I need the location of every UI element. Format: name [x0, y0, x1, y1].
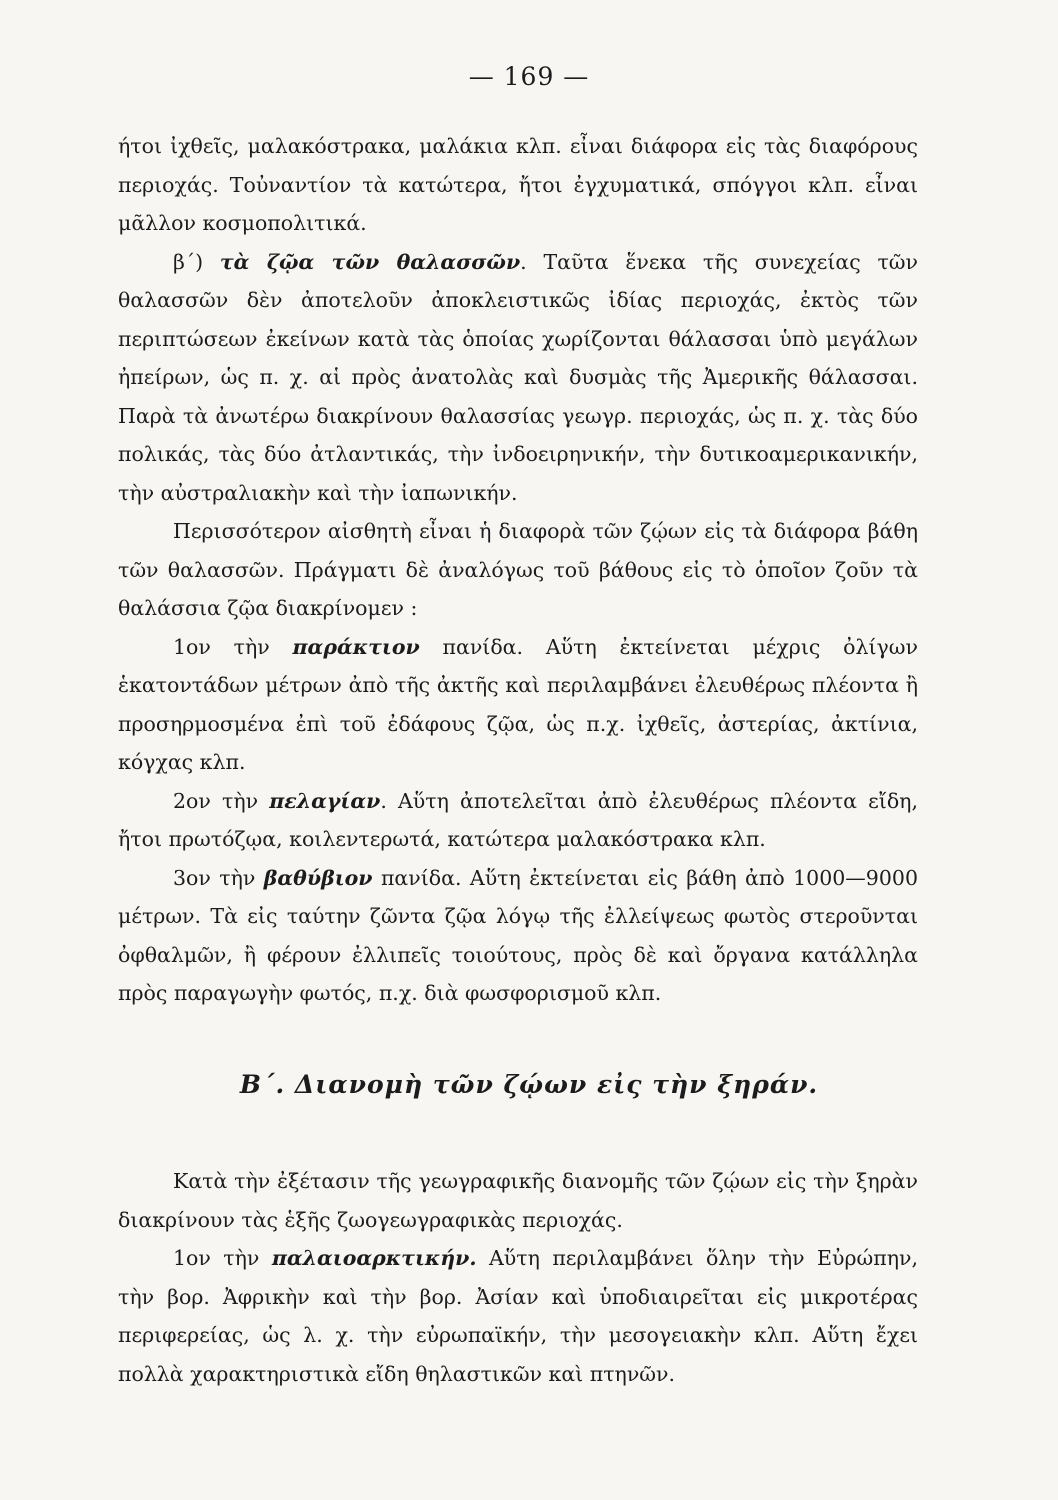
- fauna-term: παράκτιον: [292, 634, 420, 659]
- fauna-ordinal: 1ον τὴν: [173, 634, 270, 659]
- depth-intro-paragraph: Περισσότερον αἰσθητὴ εἶναι ἡ διαφορὰ τῶν ζῴων εἰς τὰ διάφορα βάθη τῶν θαλασσῶν. Πράγματι δὲ ἀναλόγως τοῦ βάθους εἰς τὸ ὁποῖον ζοῦν τὰ θαλάσσια ζῷα διακρίνομεν :: [118, 519, 918, 620]
- top-paragraph: ήτοι ἰχθεῖς, μαλακόστρακα, μαλάκια κλπ. εἶναι διάφορα εἰς τὰς διαφόρους περιοχάς. Τοὐναντίον τὰ κατώτερα, ἤτοι ἐγχυματικά, σπόγγοι κλπ. εἶναι μᾶλλον κοσμοπολιτικά.: [118, 134, 918, 235]
- beta-label: β΄): [173, 249, 204, 274]
- fauna-ordinal: 2ον τὴν: [173, 788, 259, 813]
- marine-animals-text: . Ταῦτα ἕνεκα τῆς συνεχείας τῶν θαλασσῶν δὲν ἀποτελοῦν ἀποκλειστικῶς ἰδίας περιοχάς, ἐκτὸς τῶν περιπτώσεων ἐκείνων κατὰ τὰς ὁποίας χωρίζονται θάλασσαι ὑπὸ μεγάλων ἠπείρων, ὡς π. χ. αἱ πρὸς ἀνατολὰς καὶ δυσμὰς τῆς Ἀμερικῆς θάλασσαι. Παρὰ τὰ ἀνωτέρω διακρίνουν θαλασσίας γεωγρ. περιοχάς, ὡς π. χ. τὰς δύο πολικάς, τὰς δύο ἀτλαντικάς, τὴν ἰνδοειρηνικήν, τὴν δυτικοαμερικανικήν, τὴν αὐστραλιακὴν καὶ τὴν ἰαπωνικήν.: [118, 249, 918, 505]
- fauna-text: πανίδα. Αὕτη ἐκτείνεται μέχρις ὀλίγων ἑκατοντάδων μέτρων ἀπὸ τῆς ἀκτῆς καὶ περιλαμβάνει ἐλευθέρως πλέοντα ἢ προσηρμοσμένα ἐπὶ τοῦ ἐδάφους ζῷα, ὡς π.χ. ἰχθεῖς, ἀστερίας, ἀκτίνια, κόγχας κλπ.: [118, 634, 918, 774]
- fauna-text: . Αὕτη ἀποτελεῖται ἀπὸ ἐλευθέρως πλέοντα εἴδη, ἤτοι πρωτόζῳα, κοιλεντερωτά, κατώτερα μαλακόστρακα κλπ.: [118, 788, 918, 851]
- fauna-item: [118, 628, 918, 782]
- land-term: παλαιοαρκτικήν.: [271, 1246, 477, 1270]
- fauna-ordinal: 3ον τὴν: [173, 865, 256, 890]
- section-heading: Β΄. Διανομὴ τῶν ζῴων εἰς τὴν ξηράν.: [239, 1070, 819, 1099]
- fauna-item: [118, 782, 918, 859]
- land-region-item: [118, 1239, 918, 1393]
- land-intro-paragraph: Κατὰ τὴν ἐξέτασιν τῆς γεωγραφικῆς διανομῆς τῶν ζῴων εἰς τὴν ξηρὰν διακρίνουν τὰς ἑξῆς ζωογεωγραφικὰς περιοχάς.: [118, 1169, 918, 1232]
- lower-text-block: [118, 1162, 918, 1393]
- fauna-term: βαθύβιον: [263, 865, 373, 890]
- page-number: — 169 —: [468, 62, 590, 91]
- fauna-text: πανίδα. Αὕτη ἐκτείνεται εἰς βάθη ἀπὸ 1000—9000 μέτρων. Τὰ εἰς ταύτην ζῶντα ζῷα λόγῳ τῆς ἐλλείψεως φωτὸς στεροῦνται ὀφθαλμῶν, ἢ φέρουν ἐλλιπεῖς τοιούτους, πρὸς δὲ καὶ ὄργανα κατάλληλα πρὸς παραγωγὴν φωτός, π.χ. διὰ φωσφορισμοῦ κλπ.: [118, 865, 918, 1005]
- land-ordinal: 1ον τὴν: [173, 1246, 260, 1270]
- land-text: Αὕτη περιλαμβάνει ὅλην τὴν Εὐρώπην, τὴν βορ. Ἀφρικὴν καὶ τὴν βορ. Ἀσίαν καὶ ὑποδιαιρεῖται εἰς μικροτέρας περιφερείας, ὡς λ. χ. τὴν εὐρωπαϊκήν, τὴν μεσογειακὴν κλπ. Αὕτη ἔχει πολλὰ χαρακτηριστικὰ εἴδη θηλαστικῶν καὶ πτηνῶν.: [118, 1246, 918, 1386]
- marine-animals-paragraph: [118, 243, 918, 513]
- upper-text-block: [118, 127, 918, 1013]
- marine-animals-term: τὰ ζῷα τῶν θαλασσῶν: [219, 249, 521, 274]
- fauna-item: [118, 859, 918, 1013]
- fauna-term: πελαγίαν: [269, 788, 381, 813]
